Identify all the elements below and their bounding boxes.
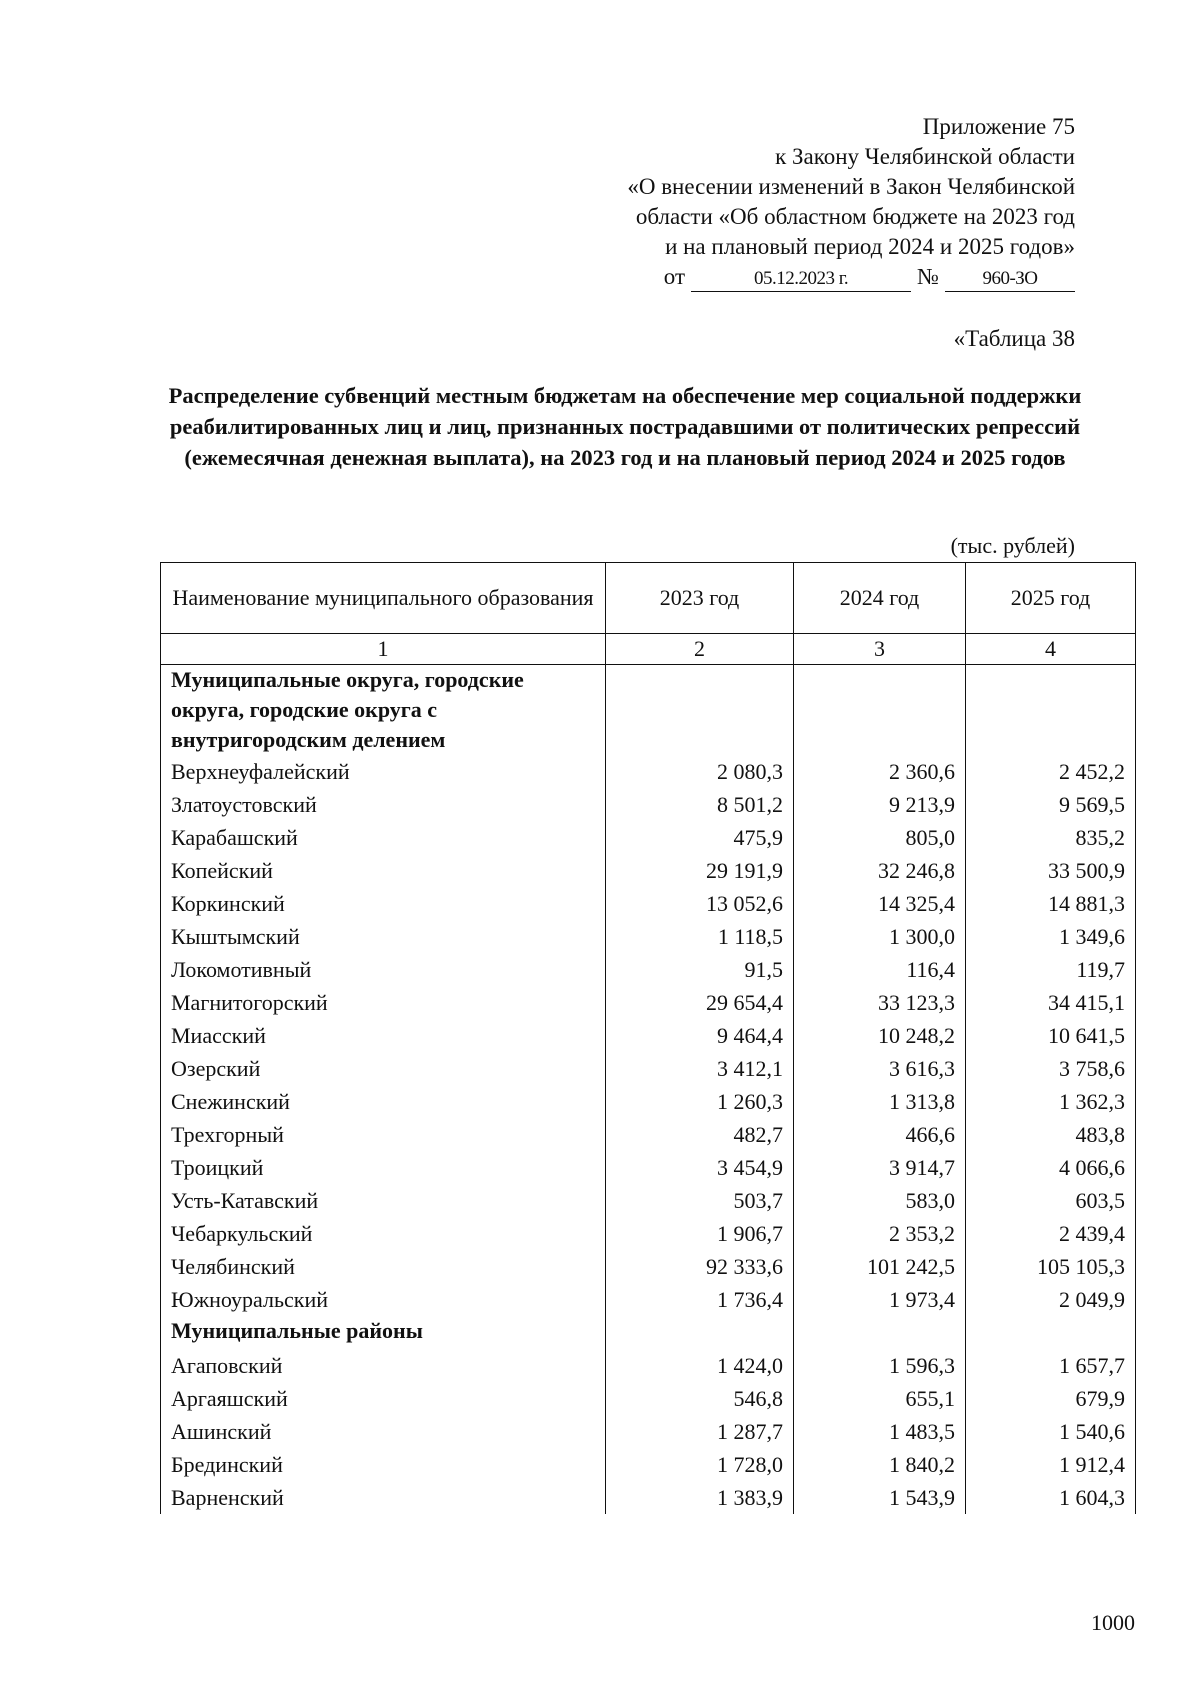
appendix-line: области «Об областном бюджете на 2023 год [635,204,1075,229]
column-number: 2 [606,634,794,665]
value-2024: 1 543,9 [794,1481,966,1514]
value-2023: 482,7 [606,1118,794,1151]
municipality-name: Златоустовский [161,788,606,821]
table-row [161,1415,1136,1448]
section-header-row [161,665,1136,756]
value-2025: 34 415,1 [966,986,1136,1019]
appendix-line: к Закону Челябинской области [775,144,1075,169]
value-2025: 3 758,6 [966,1052,1136,1085]
municipality-name: Кыштымский [161,920,606,953]
municipality-name: Коркинский [161,887,606,920]
value-2025: 603,5 [966,1184,1136,1217]
table-reference: «Таблица 38 [953,326,1075,351]
value-2023: 29 191,9 [606,854,794,887]
value-2025: 1 540,6 [966,1415,1136,1448]
value-2025: 1 604,3 [966,1481,1136,1514]
value-2023: 9 464,4 [606,1019,794,1052]
table-row [161,1283,1136,1316]
municipality-name: Чебаркульский [161,1217,606,1250]
subsidy-table [160,562,1136,1514]
law-date: 05.12.2023 г. [691,267,911,292]
date-prefix: от [663,264,686,289]
value-2024: 1 973,4 [794,1283,966,1316]
value-2023: 1 383,9 [606,1481,794,1514]
column-header-2024: 2024 год [794,563,966,634]
section-title: Муниципальные округа, городские округа, городские округа с внутригородским делением [161,665,606,756]
municipality-name: Магнитогорский [161,986,606,1019]
value-2025: 1 657,7 [966,1349,1136,1382]
municipality-name: Верхнеуфалейский [161,755,606,788]
table-row [161,1217,1136,1250]
value-2023: 92 333,6 [606,1250,794,1283]
value-2024: 14 325,4 [794,887,966,920]
municipality-name: Усть-Катавский [161,1184,606,1217]
column-number: 3 [794,634,966,665]
value-2024: 583,0 [794,1184,966,1217]
value-2024: 33 123,3 [794,986,966,1019]
value-2024: 466,6 [794,1118,966,1151]
value-2025: 835,2 [966,821,1136,854]
municipality-name: Ашинский [161,1415,606,1448]
value-2025: 1 349,6 [966,920,1136,953]
appendix-header [627,112,1075,292]
municipality-name: Копейский [161,854,606,887]
empty-cell [606,665,794,756]
value-2025: 119,7 [966,953,1136,986]
value-2023: 1 728,0 [606,1448,794,1481]
value-2025: 14 881,3 [966,887,1136,920]
table-row [161,887,1136,920]
law-number: 960-ЗО [945,267,1075,292]
empty-cell [606,1316,794,1349]
value-2024: 2 360,6 [794,755,966,788]
value-2024: 101 242,5 [794,1250,966,1283]
table-row [161,1250,1136,1283]
value-2024: 1 483,5 [794,1415,966,1448]
column-number-row [161,634,1136,665]
value-2025: 2 452,2 [966,755,1136,788]
value-2024: 116,4 [794,953,966,986]
column-header-name: Наименование муниципального образования [161,563,606,634]
value-2024: 1 840,2 [794,1448,966,1481]
table-row [161,1448,1136,1481]
municipality-name: Аргаяшский [161,1382,606,1415]
municipality-name: Миасский [161,1019,606,1052]
page-number: 1000 [1091,1610,1135,1635]
column-header-2023: 2023 год [606,563,794,634]
table-row [161,1019,1136,1052]
value-2025: 2 049,9 [966,1283,1136,1316]
municipality-name: Локомотивный [161,953,606,986]
value-2024: 10 248,2 [794,1019,966,1052]
value-2023: 546,8 [606,1382,794,1415]
value-2025: 4 066,6 [966,1151,1136,1184]
table-row [161,1085,1136,1118]
municipality-name: Агаповский [161,1349,606,1382]
value-2023: 8 501,2 [606,788,794,821]
value-2024: 1 313,8 [794,1085,966,1118]
table-row [161,1349,1136,1382]
appendix-line: «О внесении изменений в Закон Челябинской [627,174,1075,199]
column-header-2025: 2025 год [966,563,1136,634]
empty-cell [794,665,966,756]
table-row [161,1481,1136,1514]
value-2023: 91,5 [606,953,794,986]
value-2024: 3 914,7 [794,1151,966,1184]
number-prefix: № [917,264,939,289]
table-row [161,788,1136,821]
section-title: Муниципальные районы [161,1316,606,1349]
table-row [161,821,1136,854]
value-2024: 655,1 [794,1382,966,1415]
table-row [161,1052,1136,1085]
value-2023: 29 654,4 [606,986,794,1019]
municipality-name: Брединский [161,1448,606,1481]
table-header-row [161,563,1136,634]
value-2023: 1 736,4 [606,1283,794,1316]
value-2023: 1 118,5 [606,920,794,953]
value-2024: 32 246,8 [794,854,966,887]
value-2024: 1 300,0 [794,920,966,953]
section-header-row [161,1316,1136,1349]
table-row [161,854,1136,887]
value-2025: 33 500,9 [966,854,1136,887]
empty-cell [966,1316,1136,1349]
value-2023: 503,7 [606,1184,794,1217]
value-2023: 475,9 [606,821,794,854]
value-2023: 1 260,3 [606,1085,794,1118]
appendix-line: Приложение 75 [922,114,1075,139]
law-date-number-line [627,262,1075,292]
table-row [161,920,1136,953]
empty-cell [966,665,1136,756]
value-2025: 2 439,4 [966,1217,1136,1250]
municipality-name: Южноуральский [161,1283,606,1316]
value-2023: 1 424,0 [606,1349,794,1382]
table-row [161,1382,1136,1415]
value-2023: 2 080,3 [606,755,794,788]
units-label: (тыс. рублей) [950,533,1075,558]
value-2024: 3 616,3 [794,1052,966,1085]
value-2023: 1 906,7 [606,1217,794,1250]
value-2024: 9 213,9 [794,788,966,821]
empty-cell [794,1316,966,1349]
column-number: 1 [161,634,606,665]
table-row [161,1184,1136,1217]
value-2025: 483,8 [966,1118,1136,1151]
value-2025: 679,9 [966,1382,1136,1415]
value-2024: 2 353,2 [794,1217,966,1250]
table-row [161,1151,1136,1184]
municipality-name: Озерский [161,1052,606,1085]
value-2023: 3 412,1 [606,1052,794,1085]
municipality-name: Карабашский [161,821,606,854]
value-2023: 3 454,9 [606,1151,794,1184]
column-number: 4 [966,634,1136,665]
municipality-name: Троицкий [161,1151,606,1184]
document-title: Распределение субвенций местным бюджетам на обеспечение мер социальной поддержки реабилитированных лиц и лиц, признанных пострадавшими от политических репрессий (ежемесячная денежная выплата), на 2023 год и на плановый период 2024 и 2025 годов [168,383,1082,470]
municipality-name: Снежинский [161,1085,606,1118]
value-2023: 13 052,6 [606,887,794,920]
appendix-line: и на плановый период 2024 и 2025 годов» [665,234,1075,259]
table-row [161,1118,1136,1151]
value-2025: 1 362,3 [966,1085,1136,1118]
value-2024: 805,0 [794,821,966,854]
municipality-name: Варненский [161,1481,606,1514]
municipality-name: Челябинский [161,1250,606,1283]
value-2023: 1 287,7 [606,1415,794,1448]
value-2025: 105 105,3 [966,1250,1136,1283]
value-2024: 1 596,3 [794,1349,966,1382]
value-2025: 9 569,5 [966,788,1136,821]
value-2025: 10 641,5 [966,1019,1136,1052]
municipality-name: Трехгорный [161,1118,606,1151]
table-row [161,755,1136,788]
value-2025: 1 912,4 [966,1448,1136,1481]
table-row [161,953,1136,986]
table-row [161,986,1136,1019]
